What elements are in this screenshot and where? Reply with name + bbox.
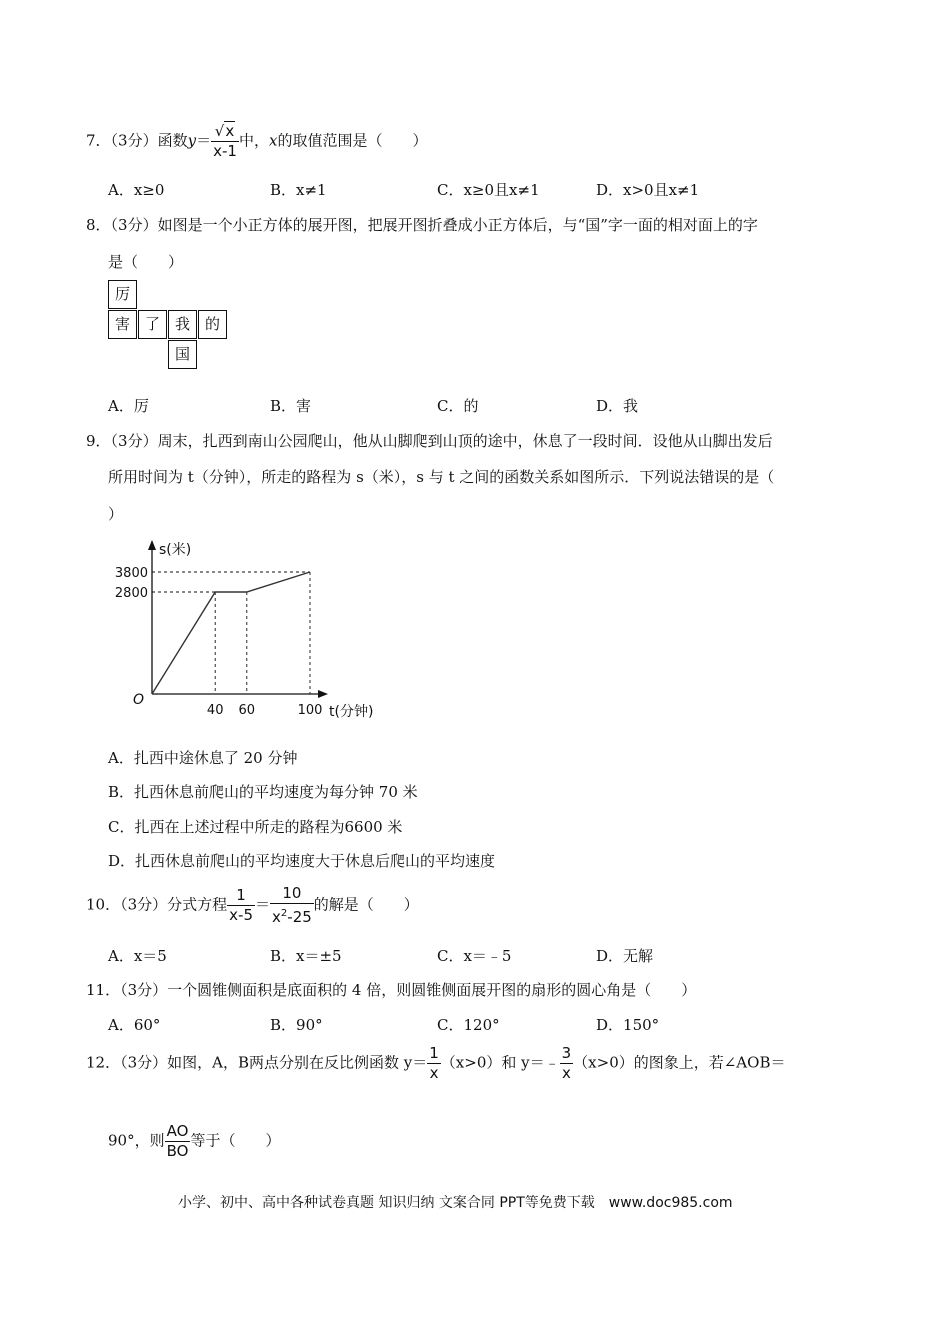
q9-stem-line2: 所用时间为 t（分钟），所走的路程为 s（米），s 与 t 之间的函数关系如图所示．下列说法错误的是（ bbox=[108, 468, 775, 486]
y-axis-arrow bbox=[148, 540, 156, 550]
x-axis-arrow bbox=[318, 690, 328, 698]
q11-option-c[interactable]: C．120° bbox=[437, 1016, 500, 1034]
q12-stem-line2: 90°，则 $\frac{AO}{BO}$ 等于（ ） bbox=[108, 1122, 281, 1160]
q9-option-b[interactable]: B．扎西休息前爬山的平均速度为每分钟 70 米 bbox=[108, 783, 418, 801]
q8-option-a[interactable]: A．厉 bbox=[108, 397, 149, 415]
q11-option-d[interactable]: D．150° bbox=[596, 1016, 660, 1034]
q12-fraction-3: $\frac{AO}{BO}$ bbox=[166, 1122, 189, 1160]
y-tick-label-2800: 2800 bbox=[114, 586, 148, 601]
origin-label: O bbox=[133, 692, 145, 708]
q9-option-d[interactable]: D．扎西休息前爬山的平均速度大于休息后爬山的平均速度 bbox=[108, 852, 496, 870]
y-axis-label: s(米) bbox=[159, 542, 192, 558]
q11-option-b[interactable]: B．90° bbox=[270, 1016, 323, 1034]
q10-fraction-2: $\frac{10}{x^2-25}$ bbox=[272, 884, 312, 926]
q7-stem: 7．（3分）函数y＝ $\frac{√x}{x-1}$ 中，x的取值范围是（ ） bbox=[86, 122, 428, 160]
q9-option-a[interactable]: A．扎西中途休息了 20 分钟 bbox=[108, 749, 298, 767]
distance-line bbox=[152, 572, 310, 694]
q10-option-b[interactable]: B．x＝±5 bbox=[270, 947, 342, 965]
q10-fraction-1: $\frac{1}{x-5}$ bbox=[229, 886, 253, 924]
q8-option-d[interactable]: D．我 bbox=[596, 397, 639, 415]
q10-option-c[interactable]: C．x＝﹣5 bbox=[437, 947, 512, 965]
q7-option-a[interactable]: A．x≥0 bbox=[108, 181, 165, 199]
q12-fraction-2: $\frac{3}{x}$ bbox=[561, 1044, 572, 1082]
q12-stem-line1: 12．（3分）如图，A，B两点分别在反比例函数 y＝ $\frac{1}{x}$ （x>0）和 y＝﹣ $\frac{3}{x}$ （x>0）的图象上，若∠AOB＝ bbox=[86, 1044, 786, 1082]
q8-option-c[interactable]: C．的 bbox=[437, 397, 479, 415]
q9-stem-line1: 9．（3分）周末，扎西到南山公园爬山，他从山脚爬到山顶的途中，休息了一段时间．设他从山脚出发后 bbox=[86, 432, 773, 450]
q7-option-c[interactable]: C．x≥0且x≠1 bbox=[437, 181, 540, 199]
q9-option-c[interactable]: C．扎西在上述过程中所走的路程为6600 米 bbox=[108, 818, 403, 836]
page-footer: 小学、初中、高中各种试卷真题 知识归纳 文案合同 PPT等免费下载 www.doc985.com bbox=[178, 1195, 733, 1211]
q11-stem: 11．（3分）一个圆锥侧面积是底面积的 4 倍，则圆锥侧面展开图的扇形的圆心角是（ ） bbox=[86, 981, 697, 999]
q11-option-a[interactable]: A．60° bbox=[108, 1016, 161, 1034]
q7-fraction: $\frac{√x}{x-1}$ bbox=[213, 122, 237, 160]
x-axis-label: t(分钟) bbox=[329, 704, 374, 720]
net-cell-li: 厉 bbox=[108, 280, 137, 309]
net-cell-de: 的 bbox=[198, 310, 227, 339]
q8-stem-line2: 是（ ） bbox=[108, 253, 184, 271]
net-cell-le: 了 bbox=[138, 310, 167, 339]
q7-option-b[interactable]: B．x≠1 bbox=[270, 181, 327, 199]
distance-time-chart bbox=[114, 530, 374, 725]
q12-fraction-1: $\frac{1}{x}$ bbox=[429, 1044, 439, 1082]
x-tick-label-60: 60 bbox=[238, 703, 256, 718]
q9-stem-line3: ） bbox=[108, 505, 124, 523]
net-cell-hai: 害 bbox=[108, 310, 137, 339]
q10-option-a[interactable]: A．x＝5 bbox=[108, 947, 167, 965]
q10-option-d[interactable]: D．无解 bbox=[596, 947, 654, 965]
x-tick-label-40: 40 bbox=[206, 703, 224, 718]
q7-option-d[interactable]: D．x>0且x≠1 bbox=[596, 181, 700, 199]
q8-stem-line1: 8．（3分）如图是一个小正方体的展开图，把展开图折叠成小正方体后，与“国”字一面的相对面上的字 bbox=[86, 216, 758, 234]
q10-stem: 10．（3分）分式方程 $\frac{1}{x-5}$ ＝ $\frac{10}{x^2-25}$ 的解是（ ） bbox=[86, 884, 419, 926]
q8-option-b[interactable]: B．害 bbox=[270, 397, 312, 415]
y-tick-label-3800: 3800 bbox=[114, 566, 148, 581]
net-cell-wo: 我 bbox=[168, 310, 197, 339]
net-cell-guo: 国 bbox=[168, 340, 197, 369]
x-tick-label-100: 100 bbox=[297, 703, 323, 718]
